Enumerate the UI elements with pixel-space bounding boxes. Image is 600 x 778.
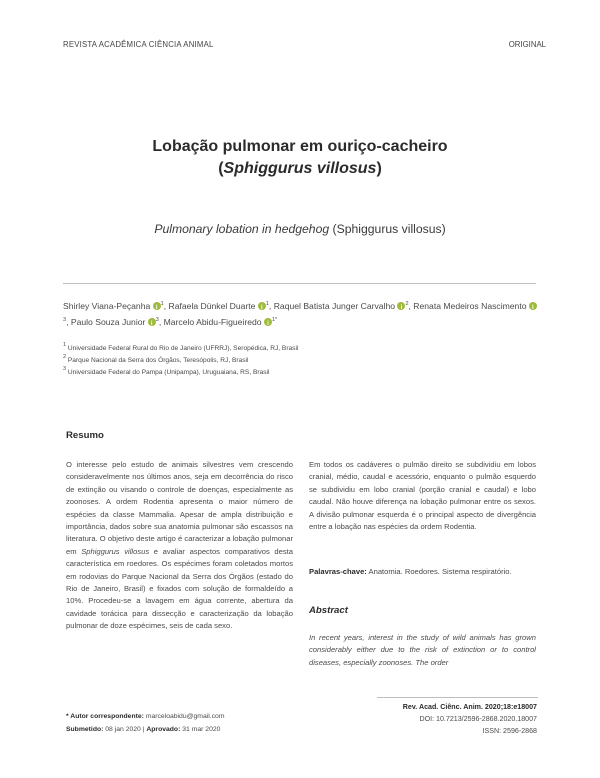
orcid-icon[interactable] [148, 318, 156, 326]
orcid-icon[interactable] [258, 302, 266, 310]
article-title [0, 136, 600, 180]
abstract-heading: Abstract [309, 605, 348, 616]
article-subtitle [0, 222, 600, 236]
dates: Submetido: 08 jan 2020 | Aprovado: 31 mar 2020 [66, 726, 221, 733]
affiliation: $^3$ Universidade Federal do Pampa (Unipampa), Uruguaiana, RS, Brasil [63, 366, 270, 376]
subtitle-italic: Pulmonary lobation in hedgehog [154, 222, 330, 236]
corresponding-email[interactable]: marceloabidu@gmail.com [145, 713, 225, 720]
affiliation: $^1$ Universidade Federal Rural do Rio de Janeiro (UFRRJ), Seropédica, RJ, Brasil [63, 342, 299, 352]
orcid-icon[interactable] [153, 302, 161, 310]
orcid-icon[interactable] [529, 302, 537, 310]
title-paren-open: ( [218, 160, 224, 177]
orcid-icon[interactable] [397, 302, 405, 310]
journal-divider [377, 697, 538, 698]
author: Marcelo Abidu-Figueiredo i $^{1*}$ [164, 317, 278, 327]
title-species: Sphiggurus villosus [223, 160, 377, 177]
title-paren-close: ) [376, 160, 382, 177]
author-list: Shirley Viana-Peçanha i $^1$, Rafaela Dünkel Duarte i $^1$, Raquel Batista Junger Carvalho i $^2$, Renata Medeiros Nascimento $i^3$, Paulo Souza Junior i $^3$, Marcelo Abidu-Figueiredo i $^{1*}$ [63, 298, 538, 330]
journal-issn: ISSN: 2596-2868 [482, 727, 537, 735]
species-italic: Sphiggurus villosus [81, 546, 150, 556]
corresponding-author: * Autor correspondente: marceloabidu@gmail.com [66, 713, 225, 720]
title-line-2 [0, 158, 600, 180]
journal-name: REVISTA ACADÊMICA CIÊNCIA ANIMAL [63, 40, 214, 49]
section-label: ORIGINAL [508, 40, 546, 49]
journal-citation: Rev. Acad. Ciênc. Anim. 2020;18:e18007 [402, 703, 537, 711]
author: Shirley Viana-Peçanha i $^1$ [63, 301, 164, 311]
keywords-label: Palavras-chave: [309, 567, 367, 576]
subtitle-species: (Sphiggurus villosus) [332, 222, 446, 236]
title-divider [63, 283, 536, 284]
author: Rafaela Dünkel Duarte i $^1$ [169, 301, 269, 311]
author: Raquel Batista Junger Carvalho i $^2$ [274, 301, 409, 311]
resumo-right-column: Em todos os cadáveres o pulmão direito se subdividiu em lobos cranial, médio, caudal e acessório, enquanto o pulmão esquerdo se subdividiu em lobo cranial (porção cranial e caudal) e lobo caudal. Não houve diferença na lobação pulmonar entre os sexos. A divisão pulmonar esquerda é o principal aspecto de divergência entre a lobação nas espécies da ordem Rodentia. [309, 460, 536, 532]
author: Renata Medeiros Nascimento $i^3$ [63, 301, 537, 327]
orcid-icon[interactable] [264, 318, 272, 326]
journal-doi[interactable]: DOI: 10.7213/2596-2868.2020.18007 [419, 715, 537, 723]
affiliation: $^2$ Parque Nacional da Serra dos Órgãos, Teresópolis, RJ, Brasil [63, 354, 249, 364]
author: Paulo Souza Junior i $^3$ [71, 317, 159, 327]
resumo-heading: Resumo [66, 430, 104, 441]
keywords [309, 567, 536, 576]
abstract-text: In recent years, interest in the study of wild animals has grown considerably either due to the risk of extinction or to control diseases, especially zoonoses. The order [309, 633, 536, 667]
title-line-1: Lobação pulmonar em ouriço-cacheiro [152, 138, 448, 155]
keywords-text: Anatomia. Roedores. Sistema respiratório. [368, 567, 512, 576]
resumo-left-column: O interesse pelo estudo de animais silvestres vem crescendo consideravelmente nos últimos anos, seja em decorrência do risco de extinção ou visando o controle de doenças, especialmente as zoonoses. A ordem Rodentia apresenta o maior número de espécies da classe Mammalia. Apesar de ampla distribuição e importância, dados sobre sua anatomia pulmonar são escassos na literatura. O objetivo deste artigo é caracterizar a lobação pulmonar em Sphiggurus villosus e avaliar aspectos comparativos desta característica em roedores. Os espécimes foram coletados mortos em rodovias do Parque Nacional da Serra dos Órgãos (estado do Rio de Janeiro, Brasil) e fixados com solução de formaldeído a 10%. Procedeu-se a lavagem em água corrente, abertura da cavidade torácica para dissecção e caracterização da lobação pulmonar de doze espécimes, seis de cada sexo. [66, 460, 293, 631]
